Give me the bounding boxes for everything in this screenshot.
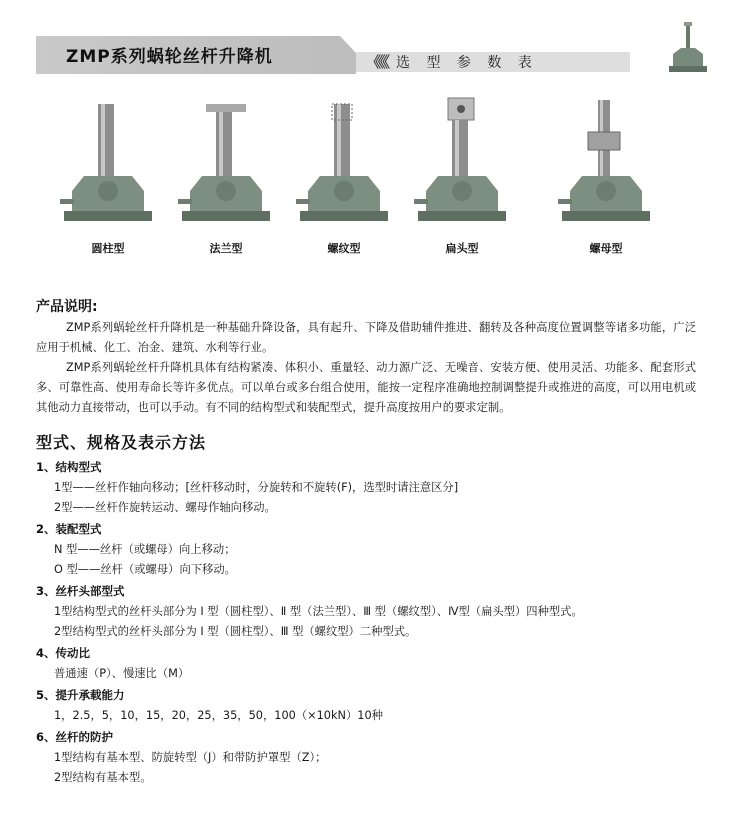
product-label: 扁头型	[445, 242, 479, 255]
section-line: 2型——丝杆作旋转运动、螺母作轴向移动。	[54, 501, 276, 514]
product-flat-head	[412, 96, 512, 266]
product-label: 法兰型	[209, 242, 243, 255]
spec-heading: 型式、规格及表示方法	[36, 433, 207, 452]
section-title: 5、提升承载能力	[36, 688, 125, 702]
product-nut	[556, 96, 656, 266]
section-title: 1、结构型式	[36, 460, 102, 474]
product-label: 螺母型	[589, 242, 623, 255]
description-heading: 产品说明:	[36, 299, 98, 315]
section-line: N 型——丝杆（或螺母）向上移动；	[54, 543, 236, 556]
product-flange	[176, 96, 276, 266]
page-title: ZMP系列蜗轮丝杆升降机	[66, 47, 273, 67]
chevron-left-icon: 《《《	[366, 53, 388, 71]
description-paragraph-1: ZMP系列蜗轮丝杆升降机是一种基础升降设备，具有起升、下降及借助辅件推进、翻转及各种高度位置调整等诸多功能，广泛应用于机械、化工、冶金、建筑、水利等行业。	[36, 321, 696, 354]
description-paragraph-2: ZMP系列蜗轮丝杆升降机具体有结构紧凑、体积小、重量轻、动力源广泛、无噪音、安装方便、使用灵活、功能多、配套形式多、可靠性高、使用寿命长等许多优点。可以单台或多台组合使用，能按一定程序准确地控制调整提升或推进的高度，可以用电机或其他动力直接带动，也可以手动。有不同的结构型式和装配型式，提升高度按用户的要求定制。	[36, 361, 696, 414]
section-line: 1，2.5，5，10，15，20，25，35，50，100（×10kN）10种	[54, 709, 383, 722]
nut-jack-image	[556, 96, 656, 236]
cylinder-jack-image	[58, 96, 158, 236]
section-line: 2型结构有基本型。	[54, 771, 152, 784]
section-title: 2、装配型式	[36, 522, 102, 536]
thread-jack-image	[294, 96, 394, 236]
section-title: 3、丝杆头部型式	[36, 584, 125, 598]
product-label: 螺纹型	[327, 242, 361, 255]
section-title: 4、传动比	[36, 646, 91, 660]
product-cylinder	[58, 96, 158, 266]
section-line: 普通速（P）、慢速比（M）	[54, 667, 190, 680]
page-subtitle: 选 型 参 数 表	[396, 55, 538, 71]
flange-jack-image	[176, 96, 276, 236]
section-line: 1型——丝杆作轴向移动；[丝杆移动时，分旋转和不旋转(F)，选型时请注意区分]	[54, 481, 459, 494]
jack-product-icon	[665, 22, 711, 76]
section-line: O 型——丝杆（或螺母）向下移动。	[54, 563, 236, 576]
section-line: 1型结构有基本型、防旋转型（J）和带防护罩型（Z）；	[54, 751, 327, 764]
product-thread	[294, 96, 394, 266]
section-line: 1型结构型式的丝杆头部分为 Ⅰ 型（圆柱型）、Ⅱ 型（法兰型）、Ⅲ 型（螺纹型）、Ⅳ型（扁头型）四种型式。	[54, 605, 583, 618]
section-line: 2型结构型式的丝杆头部分为 Ⅰ 型（圆柱型）、Ⅲ 型（螺纹型）二种型式。	[54, 625, 417, 638]
section-title: 6、丝杆的防护	[36, 730, 114, 744]
product-label: 圆柱型	[91, 242, 125, 255]
flat-head-jack-image	[412, 96, 512, 236]
